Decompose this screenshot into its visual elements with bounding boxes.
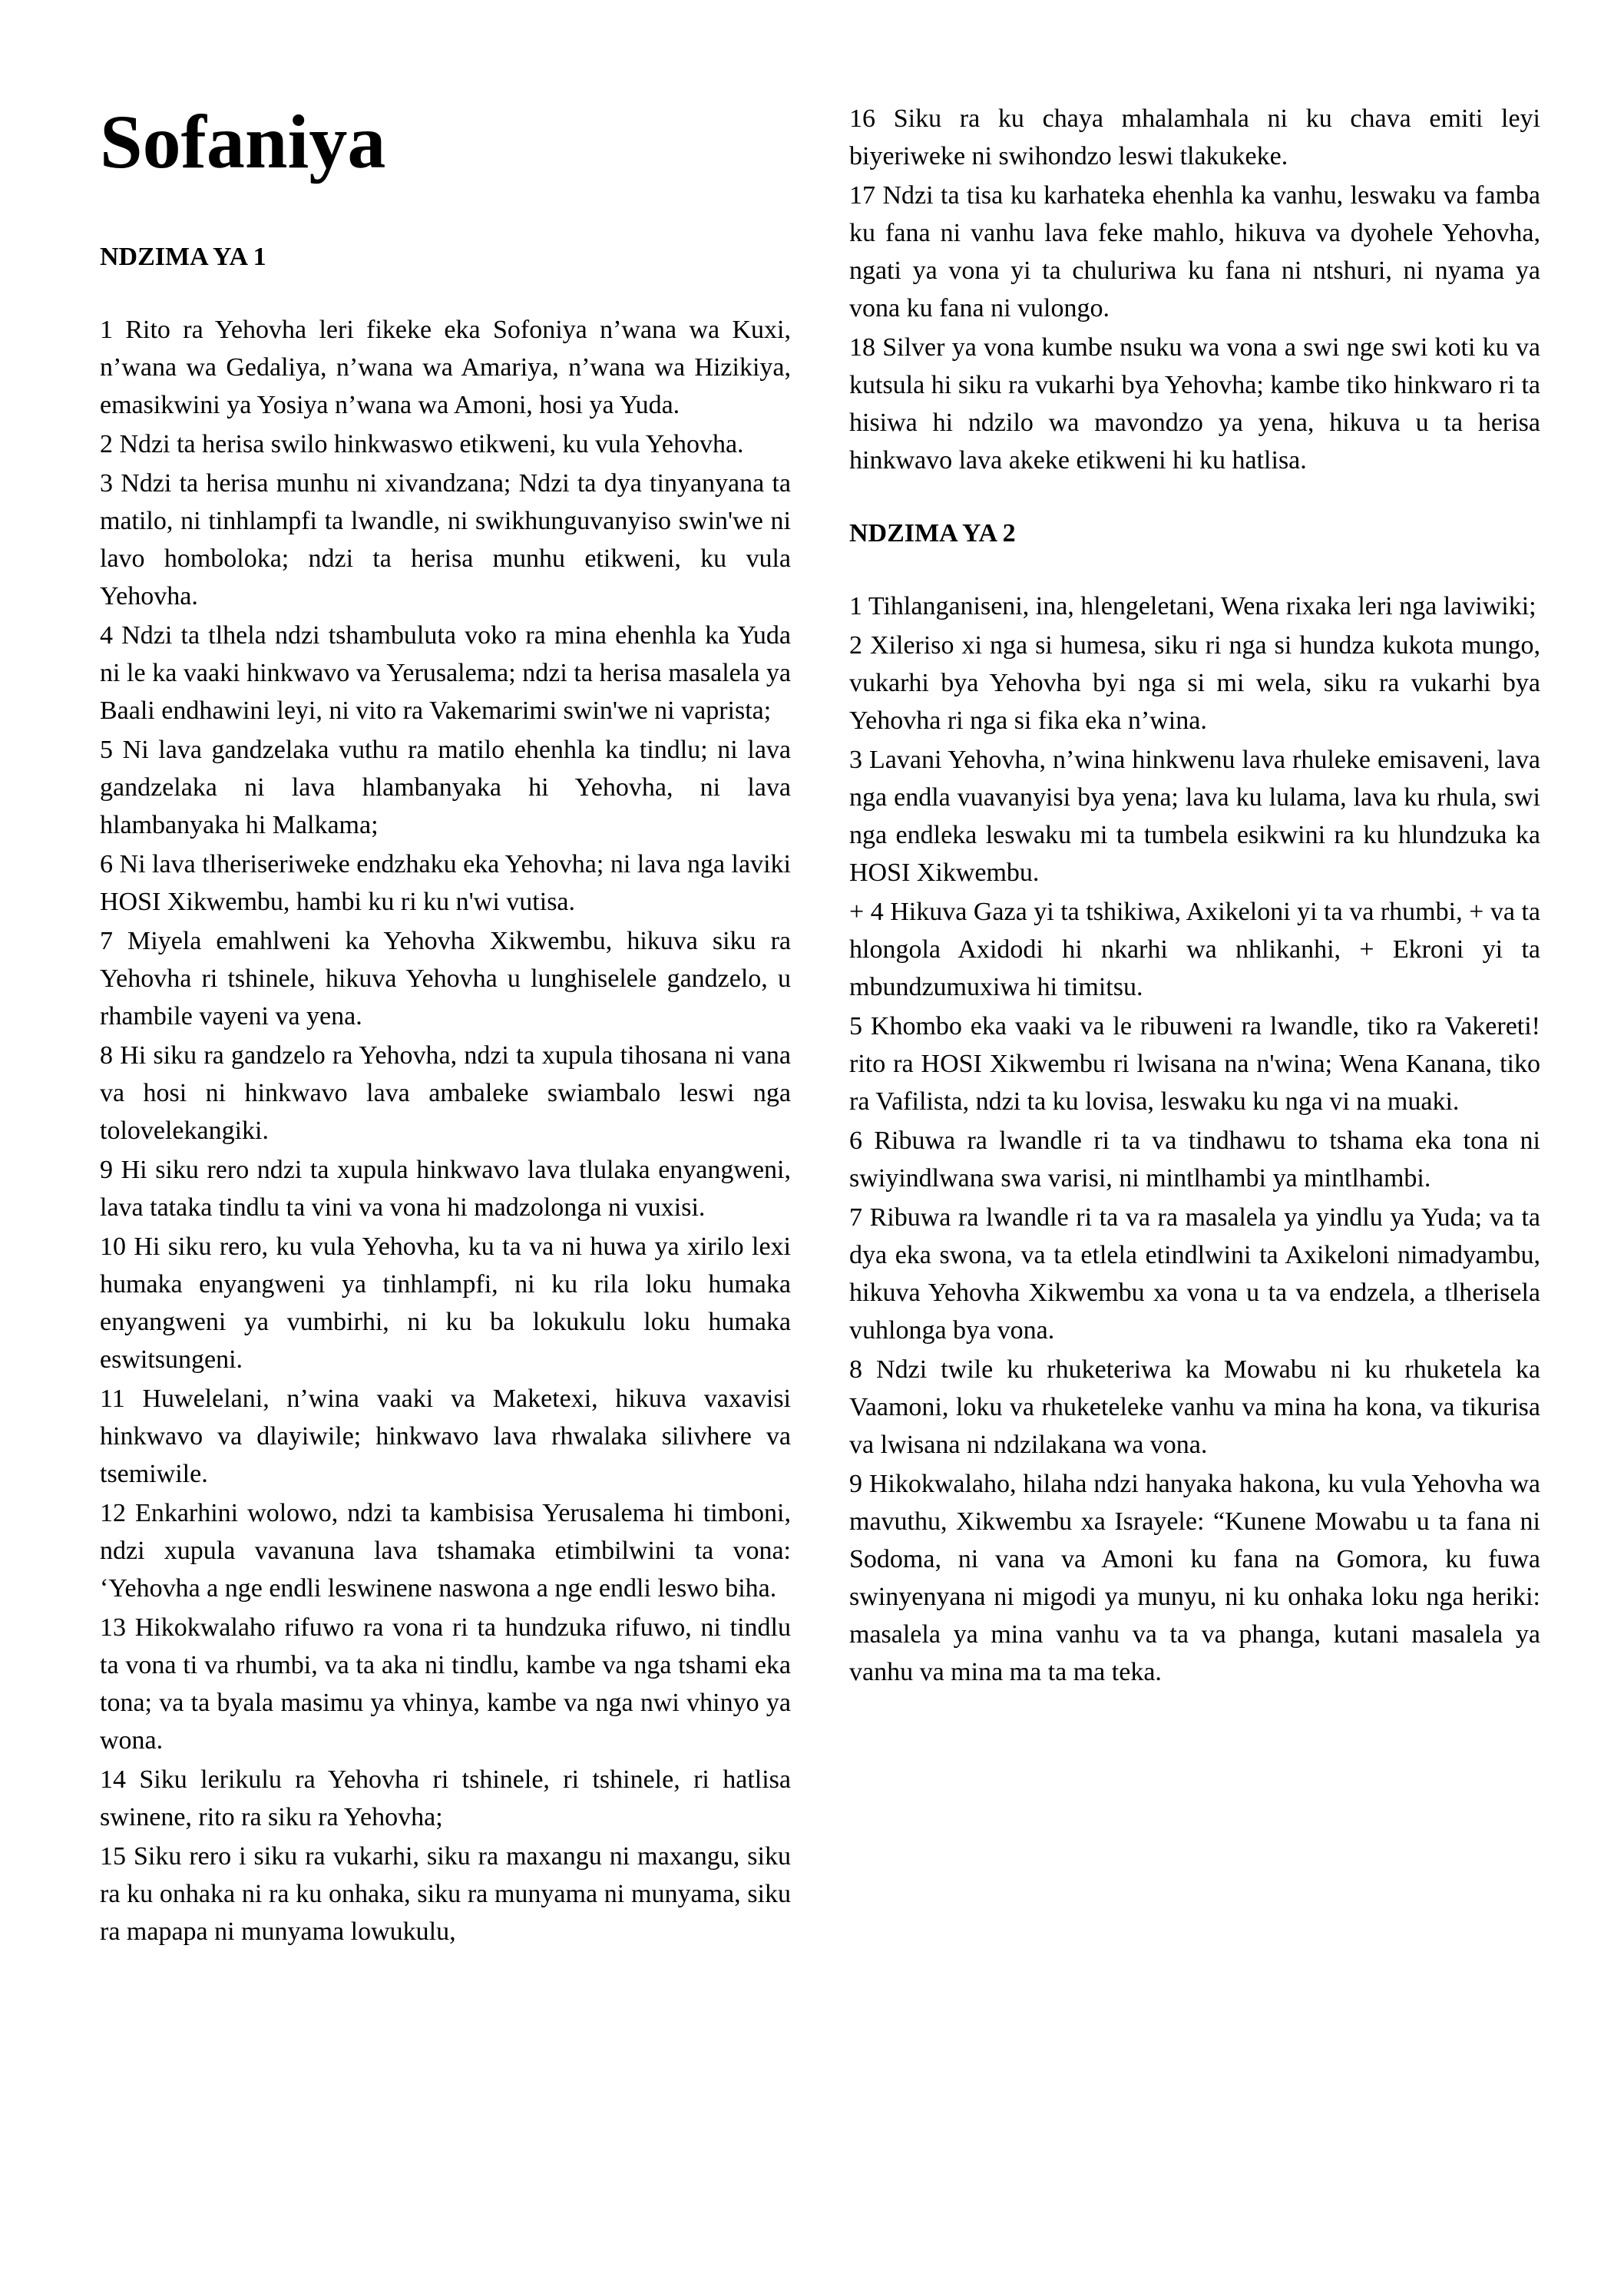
book-title: Sofaniya	[100, 99, 386, 184]
verse: 2 Xileriso xi nga si humesa, siku ri nga si hundza kukota mungo, vukarhi bya Yehovha byi nga si mi wela, siku ra vukarhi bya Yehovha ri nga si fika eka n’wina.	[849, 631, 1540, 735]
verse: 2 Ndzi ta herisa swilo hinkwaswo etikweni, ku vula Yehovha.	[100, 430, 744, 458]
verse: 1 Tihlanganiseni, ina, hlengeletani, Wena rixaka leri nga laviwiki;	[849, 592, 1536, 620]
verse: + 4 Hikuva Gaza yi ta tshikiwa, Axikeloni yi ta va rhumbi, + va ta hlongola Axidodi hi nkarhi wa nhlikanhi, + Ekroni yi ta mbundzumuxiwa hi timitsu.	[849, 898, 1540, 1001]
verse: 17 Ndzi ta tisa ku karhateka ehenhla ka vanhu, leswaku va famba ku fana ni vanhu lava feke mahlo, hikuva va dyohele Yehovha, ngati ya vona yi ta chuluriwa ku fana ni ntshuri, ni nyama ya vona ku fana ni vulongo.	[849, 181, 1540, 323]
verse: 3 Ndzi ta herisa munhu ni xivandzana; Ndzi ta dya tinyanyana ta matilo, ni tinhlampfi ta lwandle, ni swikhunguvanyiso swin'we ni lavo homboloka; ndzi ta herisa munhu etikweni, ku vula Yehovha.	[100, 469, 791, 610]
verse: 15 Siku rero i siku ra vukarhi, siku ra maxangu ni maxangu, siku ra ku onhaka ni ra ku onhaka, siku ra munyama ni munyama, siku ra mapapa ni munyama lowukulu,	[100, 1842, 791, 1946]
verse: 4 Ndzi ta tlhela ndzi tshambuluta voko ra mina ehenhla ka Yuda ni le ka vaaki hinkwavo va Yerusalema; ndzi ta herisa masalela ya Baali endhawini leyi, ni vito ra Vakemarimi swin'we ni vaprista;	[100, 621, 791, 725]
verse: 8 Hi siku ra gandzelo ra Yehovha, ndzi ta xupula tihosana ni vana va hosi ni hinkwavo lava ambaleke swiambalo leswi nga tolovelekangiki.	[100, 1041, 791, 1145]
verse: 1 Rito ra Yehovha leri fikeke eka Sofoniya n’wana wa Kuxi, n’wana wa Gedaliya, n’wana wa Amariya, n’wana wa Hizikiya, emasikwini ya Yosiya n’wana wa Amoni, hosi ya Yuda.	[100, 316, 791, 419]
verse: 13 Hikokwalaho rifuwo ra vona ri ta hundzuka rifuwo, ni tindlu ta vona ti va rhumbi, va ta aka ni tindlu, kambe va nga tshami eka tona; va ta byala masimu ya vhinya, kambe va nga nwi vhinyo ya wona.	[100, 1613, 791, 1755]
verse: 7 Miyela emahlweni ka Yehovha Xikwembu, hikuva siku ra Yehovha ri tshinele, hikuva Yehovha u lunghiselele gandzelo, u rhambile vayeni va yena.	[100, 927, 791, 1031]
verse: 3 Lavani Yehovha, n’wina hinkwenu lava rhuleke emisaveni, lava nga endla vuavanyisi bya yena; lava ku lulama, lava ku rhula, swi nga endleka leswaku mi ta tumbela esikwini ra ku hlundzuka ka HOSI Xikwembu.	[849, 746, 1540, 887]
left-column	[100, 77, 791, 1952]
verse: 7 Ribuwa ra lwandle ri ta va ra masalela ya yindlu ya Yuda; va ta dya eka swona, va ta etlela etindlwini ta Axikeloni nimadyambu, hikuva Yehovha Xikwembu xa vona u ta va endzela, a tlherisela vuhlonga bya vona.	[849, 1203, 1540, 1345]
verse: 16 Siku ra ku chaya mhalamhala ni ku chava emiti leyi biyeriweke ni swihondzo leswi tlakukeke.	[849, 104, 1540, 170]
right-column	[849, 100, 1540, 1692]
verse: 6 Ni lava tlheriseriweke endzhaku eka Yehovha; ni lava nga laviki HOSI Xikwembu, hambi ku ri ku n'wi vutisa.	[100, 850, 791, 916]
verse: 9 Hi siku rero ndzi ta xupula hinkwavo lava tlulaka enyangweni, lava tataka tindlu ta vini va vona hi madzolonga ni vuxisi.	[100, 1156, 791, 1222]
verse: 6 Ribuwa ra lwandle ri ta va tindhawu to tshama eka tona ni swiyindlwana swa varisi, ni mintlhambi ya mintlhambi.	[849, 1126, 1540, 1193]
verse: 11 Huwelelani, n’wina vaaki va Maketexi, hikuva vaxavisi hinkwavo va dlayiwile; hinkwavo lava rhwalaka silivhere va tsemiwile.	[100, 1385, 791, 1488]
verse: 14 Siku lerikulu ra Yehovha ri tshinele, ri tshinele, ri hatlisa swinene, rito ra siku ra Yehovha;	[100, 1765, 791, 1831]
verse: 5 Khombo eka vaaki va le ribuweni ra lwandle, tiko ra Vakereti! rito ra HOSI Xikwembu ri lwisana na n'wina; Wena Kanana, tiko ra Vafilista, ndzi ta ku lovisa, leswaku ku nga vi na muaki.	[849, 1012, 1540, 1116]
verse: 8 Ndzi twile ku rhuketeriwa ka Mowabu ni ku rhuketela ka Vaamoni, loku va rhuketeleke vanhu va mina ha kona, va tikurisa va lwisana ni ndzilakana wa vona.	[849, 1355, 1540, 1459]
verse: 18 Silver ya vona kumbe nsuku wa vona a swi nge swi koti ku va kutsula hi siku ra vukarhi bya Yehovha; kambe tiko hinkwaro ri ta hisiwa hi ndzilo wa mavondzo ya yena, hikuva u ta herisa hinkwavo lava akeke etikweni hi ku hatlisa.	[849, 333, 1540, 475]
chapter-2-heading: NDZIMA YA 2	[849, 519, 1016, 548]
verse: 9 Hikokwalaho, hilaha ndzi hanyaka hakona, ku vula Yehovha wa mavuthu, Xikwembu xa Israyele: “Kunene Mowabu u ta fana ni Sodoma, ni vana va Amoni ku fana na Gomora, ku fuwa swinyenyana ni migodi ya munyu, ni ku onhaka loku nga heriki: masalela ya mina vanhu va ta va phanga, kutani masalela ya vanhu va mina ma ta ma teka.	[849, 1470, 1540, 1686]
verse: 10 Hi siku rero, ku vula Yehovha, ku ta va ni huwa ya xirilo lexi humaka enyangweni ya tinhlampfi, ni ku rila loku humaka enyangweni ya vumbirhi, ni ku ba lokukulu loku humaka eswitsungeni.	[100, 1232, 791, 1374]
verse: 5 Ni lava gandzelaka vuthu ra matilo ehenhla ka tindlu; ni lava gandzelaka ni lava hlambanyaka hi Yehovha, ni lava hlambanyaka hi Malkama;	[100, 736, 791, 839]
chapter-1-heading: NDZIMA YA 1	[100, 243, 266, 271]
verse: 12 Enkarhini wolowo, ndzi ta kambisisa Yerusalema hi timboni, ndzi xupula vavanuna lava tshamaka etimbilwini ta vona: ‘Yehovha a nge endli leswinene naswona a nge endli leswo biha.	[100, 1499, 791, 1603]
